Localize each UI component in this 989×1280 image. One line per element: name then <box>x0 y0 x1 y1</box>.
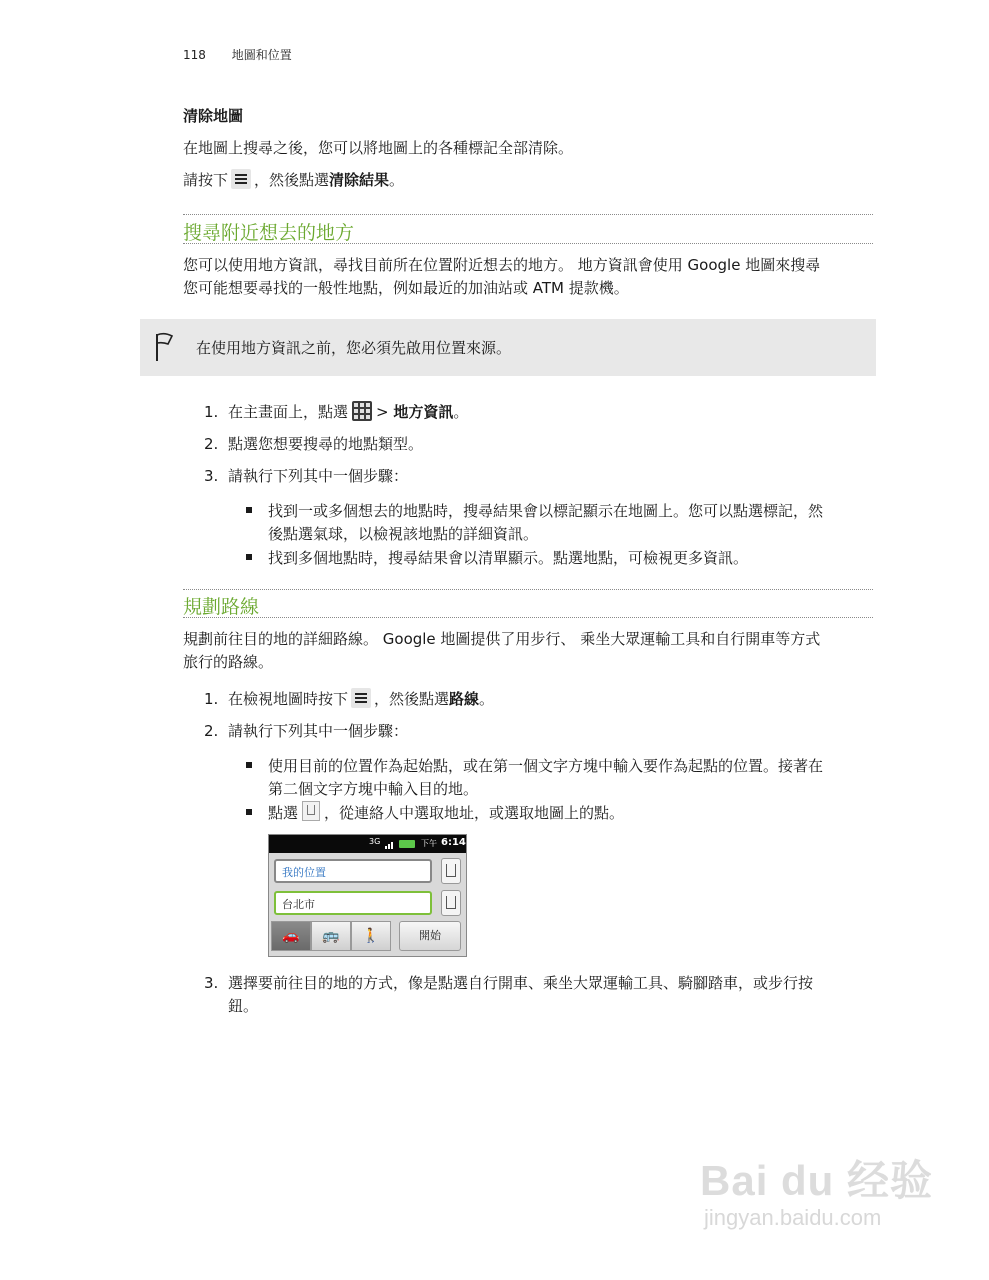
status-ampm: 下午 <box>421 839 437 848</box>
network-indicator: 3G <box>369 837 381 846</box>
destination-contact-button[interactable] <box>441 890 461 916</box>
destination-input[interactable]: 台北市 <box>274 891 432 915</box>
contacts-icon <box>446 864 456 877</box>
route-section-title: 規劃路線 <box>183 596 260 618</box>
step-gt: > <box>376 403 389 421</box>
clear-map-para: 在地圖上搜尋之後，您可以將地圖上的各種標記全部清除。 <box>183 139 574 157</box>
route-para-line1: 規劃前往目的地的詳細路線。 Google 地圖提供了用步行、 乘坐大眾運輸工具和自行開車等方式 <box>183 630 821 648</box>
step-end: 。 <box>389 171 405 189</box>
route-bullet-1-line1: 使用目前的位置作為起始點，或在第一個文字方塊中輸入要作為起點的位置。接著在 <box>268 757 824 775</box>
bullet-prefix: 點選 <box>268 804 299 822</box>
battery-icon <box>399 840 415 848</box>
contacts-icon <box>446 896 456 909</box>
step-text: 點選您想要搜尋的地點類型。 <box>228 435 424 453</box>
directions-label: 路線 <box>449 690 480 708</box>
baidu-watermark-logo: Bai du 经验 <box>700 1157 934 1204</box>
places-step-1 <box>204 400 468 424</box>
note-text: 在使用地方資訊之前，您必須先啟用位置來源。 <box>196 339 512 357</box>
section-divider-top <box>183 214 873 215</box>
route-step-1 <box>204 687 494 711</box>
section-divider-bottom <box>183 243 873 244</box>
route-bullet-2 <box>268 801 624 825</box>
places-app-label: 地方資訊 <box>393 403 454 421</box>
step-prefix: 在主畫面上，點選 <box>228 403 349 421</box>
all-apps-icon <box>352 401 372 421</box>
start-button[interactable]: 開始 <box>399 921 461 951</box>
walk-icon: 🚶 <box>362 928 380 944</box>
places-bullet-1-line2: 後點選氣球，以檢視該地點的詳細資訊。 <box>268 525 539 543</box>
menu-icon <box>351 688 371 708</box>
step-mid: ，然後點選 <box>374 690 450 708</box>
places-bullet-1-line1: 找到一或多個想去的地點時，搜尋結果會以標記顯示在地圖上。您可以點選標記，然 <box>268 502 824 520</box>
step-number: 2. <box>204 722 219 740</box>
car-icon: 🚗 <box>282 928 300 944</box>
car-mode-button[interactable] <box>271 921 311 951</box>
bullet-marker <box>246 762 252 768</box>
transit-mode-button[interactable] <box>311 921 351 951</box>
places-bullet-2: 找到多個地點時，搜尋結果會以清單顯示。點選地點，可檢視更多資訊。 <box>268 549 749 567</box>
places-para-line1: 您可以使用地方資訊，尋找目前所在位置附近想去的地方。 地方資訊會使用 Google 地圖來搜尋 <box>183 256 821 274</box>
places-step-2 <box>204 432 423 456</box>
step-mid: ，然後點選 <box>254 171 330 189</box>
note-box <box>140 319 876 376</box>
start-location-input[interactable]: 我的位置 <box>274 859 432 883</box>
walk-mode-button[interactable] <box>351 921 391 951</box>
step-prefix: 請按下 <box>183 171 229 189</box>
route-step-2 <box>204 719 408 743</box>
route-para-line2: 旅行的路線。 <box>183 653 274 671</box>
places-section-title: 搜尋附近想去的地方 <box>183 222 355 244</box>
clear-results-label: 清除結果 <box>329 171 390 189</box>
step-prefix: 在檢視地圖時按下 <box>228 690 349 708</box>
page-number: 118 <box>183 48 206 62</box>
contacts-icon <box>302 801 320 821</box>
phone-screenshot <box>268 834 467 957</box>
step-number: 3. <box>204 974 219 992</box>
chapter-title: 地圖和位置 <box>231 48 292 62</box>
clear-map-step <box>183 168 404 192</box>
signal-icon <box>385 840 395 849</box>
bus-icon: 🚌 <box>322 928 340 944</box>
section-divider-top <box>183 589 873 590</box>
step-number: 2. <box>204 435 219 453</box>
menu-icon <box>231 169 251 189</box>
flag-icon <box>153 331 175 363</box>
step-end: 。 <box>453 403 469 421</box>
route-step-3-line1 <box>204 971 813 995</box>
page-header <box>183 46 292 63</box>
step-text: 選擇要前往目的地的方式，像是點選自行開車、乘坐大眾運輸工具、騎腳踏車，或步行按 <box>228 974 814 992</box>
bullet-marker <box>246 554 252 560</box>
step-number: 1. <box>204 690 219 708</box>
step-text: 請執行下列其中一個步驟： <box>228 722 409 740</box>
bullet-suffix: ，從連絡人中選取地址，或選取地圖上的點。 <box>324 804 625 822</box>
baidu-watermark-url: jingyan.baidu.com <box>704 1205 882 1230</box>
bullet-marker <box>246 809 252 815</box>
start-contact-button[interactable] <box>441 858 461 884</box>
status-bar <box>269 835 466 853</box>
step-text: 請執行下列其中一個步驟： <box>228 467 409 485</box>
step-end: 。 <box>479 690 495 708</box>
step-number: 3. <box>204 467 219 485</box>
places-step-3 <box>204 464 408 488</box>
bullet-marker <box>246 507 252 513</box>
route-bullet-1-line2: 第二個文字方塊中輸入目的地。 <box>268 780 479 798</box>
places-para-line2: 您可能想要尋找的一般性地點，例如最近的加油站或 ATM 提款機。 <box>183 279 629 297</box>
route-step-3-line2: 鈕。 <box>228 997 259 1015</box>
status-time: 6:14 <box>441 837 466 848</box>
step-number: 1. <box>204 403 219 421</box>
section-divider-bottom <box>183 617 873 618</box>
clear-map-heading: 清除地圖 <box>183 107 244 125</box>
